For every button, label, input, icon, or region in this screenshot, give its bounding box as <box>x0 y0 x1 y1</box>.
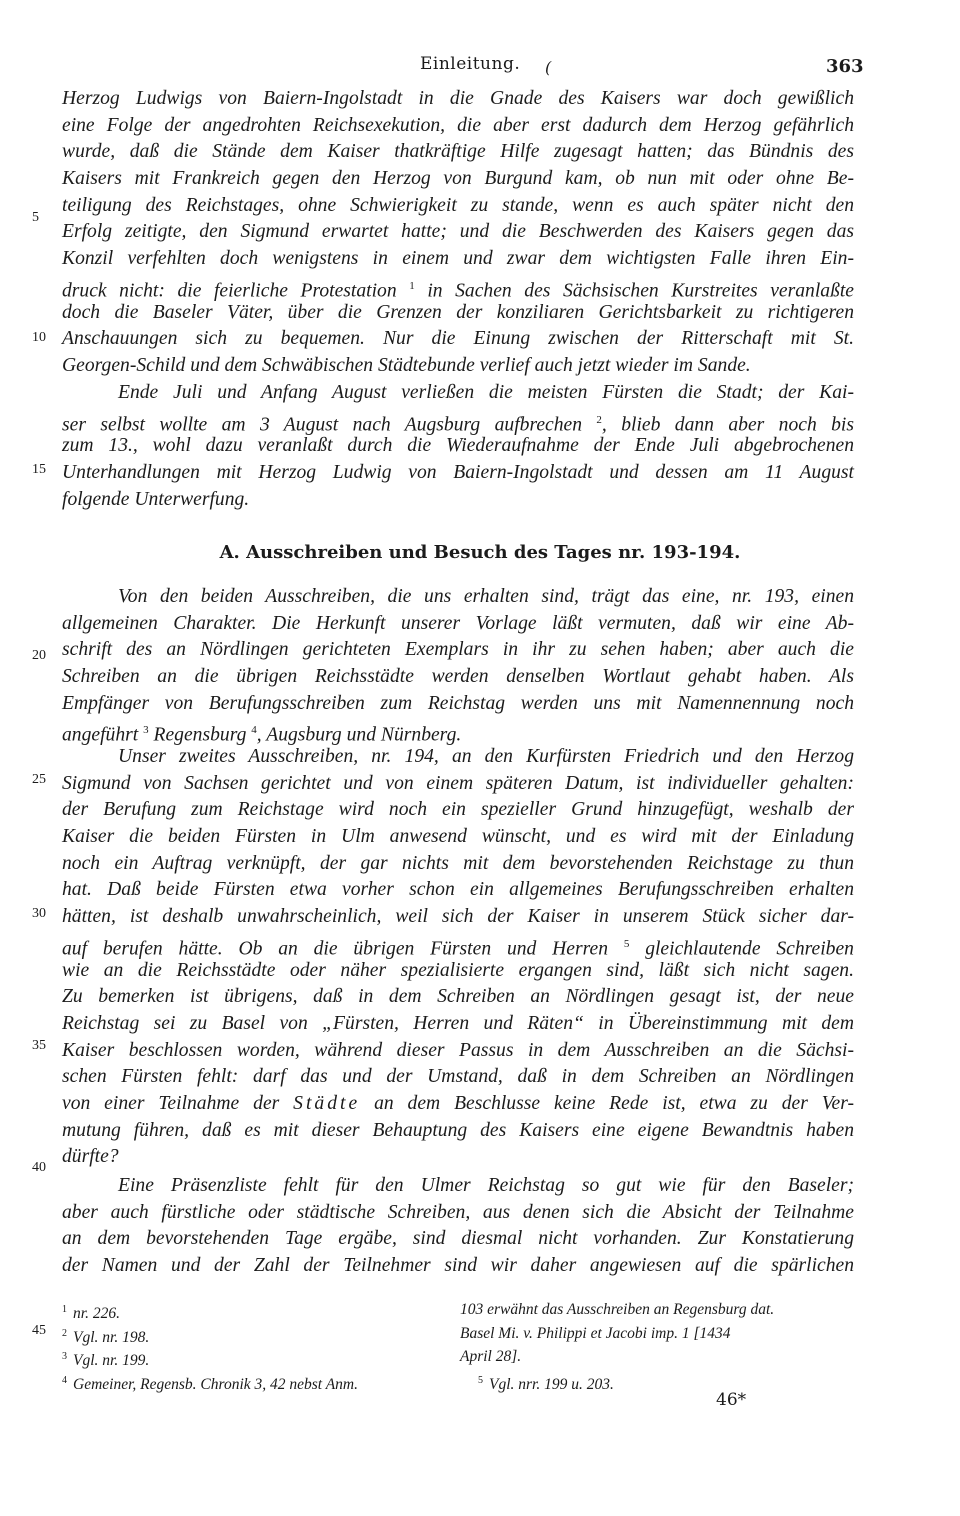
pencil-mark: ( <box>545 58 552 77</box>
line-number: 30 <box>32 906 46 921</box>
text-line: der Berufung zum Reichstage wird noch ein spezieller Grund hinzugefügt, weshalb der <box>62 799 854 821</box>
footnote <box>62 1322 442 1346</box>
footnote-text: Basel Mi. v. Philippi et Jacobi imp. 1 [1434 <box>460 1324 731 1342</box>
footnote <box>460 1369 860 1393</box>
text-line: Unser zweites Ausschreiben, nr. 194, an den Kurfürsten Friedrich und den Herzog <box>118 746 854 767</box>
line-number: 5 <box>32 210 39 225</box>
line-number: 20 <box>32 648 46 663</box>
text-segment: an dem Beschlusse keine Rede ist, etwa zu der Ver- <box>374 1092 854 1114</box>
text-line: Empfänger von Berufungsschreiben zum Reichstag werden uns mit Namennennung noch <box>62 692 854 714</box>
footnote-reference: 1 <box>409 279 415 292</box>
text-line: eine Folge der angedrohten Reichsexekution, die aber erst dadurch dem Herzog gefährlich <box>62 114 854 136</box>
text-segment: gleichlautende Schreiben <box>645 938 854 960</box>
text-line: folgende Unterwerfung. <box>62 488 250 510</box>
text-segment: , Augsburg und Nürnberg. <box>256 724 462 746</box>
text-line: Reichstag sei zu Basel von „Fürsten, Herren und Räten“ in Übereinstimmung mit dem <box>62 1012 854 1034</box>
running-title: Einleitung. <box>420 54 521 74</box>
text-line: Kaiser beschlossen worden, während dieser Passus in dem Ausschreiben an die Sächsi- <box>62 1039 854 1061</box>
text-line: Ende Juli und Anfang August verließen die meisten Fürsten die Stadt; der Kai- <box>118 382 854 403</box>
text-line: der Namen und der Zahl der Teilnehmer sind wir daher angewiesen auf die spärlichen <box>62 1255 854 1277</box>
footnote-mark: 4 <box>62 1374 67 1386</box>
text-line: Georgen-Schild und dem Schwäbischen Städtebunde verlief auch jetzt wieder im Sande. <box>62 354 751 376</box>
footnote <box>460 1322 860 1346</box>
text-segment: druck nicht: die feierliche Protestation <box>62 280 397 302</box>
text-line: zum 13., wohl dazu veranlaßt durch die Wiederaufnahme der Ende Juli abgebrochenen <box>62 435 854 457</box>
text-line: allgemeinen Charakter. Die Herkunft unserer Vorlage läßt vermuten, daß wir eine Ab- <box>62 612 854 634</box>
footnote <box>62 1298 442 1322</box>
text-segment: von einer Teilnahme der <box>62 1092 280 1114</box>
text-segment: angeführt <box>62 724 139 746</box>
footnote-text: nr. 226. <box>73 1305 120 1323</box>
text-line: wie an die Reichsstädte oder näher spezialisierte ergangen sind, läßt sich nicht sagen. <box>62 959 854 981</box>
text-line: Zu bemerken ist übrigens, daß in dem Schreiben an Nördlingen gesagt ist, der neue <box>62 986 854 1008</box>
text-line: wurde, daß die Stände dem Kaiser thatkräftige Hilfe zugesagt hatten; das Bündnis des <box>62 141 854 163</box>
text-line: Kaiser die beiden Fürsten in Ulm anwesend wünscht, und es wird mit der Einladung <box>62 826 854 848</box>
text-line <box>62 407 854 434</box>
footnote-text: Gemeiner, Regensb. Chronik 3, 42 nebst Anm. <box>73 1375 358 1393</box>
footnotes-left <box>62 1298 442 1392</box>
paragraph-3 <box>62 584 854 744</box>
text-line: hätten, ist deshalb unwahrscheinlich, weil sich der Kaiser in unserem Stück sicher dar- <box>62 906 854 928</box>
paragraph-5 <box>62 1173 854 1280</box>
paragraph-2 <box>62 380 854 513</box>
footnote-mark: 5 <box>478 1374 483 1386</box>
line-number: 35 <box>32 1038 46 1053</box>
text-line: Kaisers mit Frankreich gegen den Herzog von Burgund kam, ob nun mit oder ohne Be- <box>62 168 854 190</box>
text-segment: , blieb dann aber noch bis <box>601 414 854 436</box>
text-line: dürfte? <box>62 1146 119 1168</box>
section-heading: A. Ausschreiben und Besuch des Tages nr. 193-194. <box>219 542 741 563</box>
footnote-reference: 5 <box>623 937 630 950</box>
text-line: Unterhandlungen mit Herzog Ludwig von Baiern-Ingolstadt und dessen am 11 August <box>62 462 854 484</box>
footnote-reference: 4 <box>251 724 257 737</box>
text-line: hat. Daß beide Fürsten etwa vorher schon ein allgemeines Berufungsschreiben erhalten <box>62 879 854 901</box>
text-line: Herzog Ludwigs von Baiern-Ingolstadt in die Gnade des Kaisers war doch gewißlich <box>62 88 854 109</box>
footnote <box>460 1345 860 1369</box>
text-segment: ser selbst wollte am 3 August nach Augsburg aufbrechen <box>62 414 583 436</box>
text-line: Konzil verfehlten doch wenigstens in einem und zwar dem wichtigsten Falle ihren Ein- <box>62 248 854 270</box>
footnote-text: 103 erwähnt das Ausschreiben an Regensburg dat. <box>460 1301 775 1318</box>
footnote-text: Vgl. nr. 199. <box>73 1352 150 1370</box>
footnote-reference: 2 <box>596 413 602 426</box>
text-line <box>62 717 854 744</box>
text-line: mutung führen, daß es mit dieser Behauptung des Kaisers eine eigene Bewandtnis haben <box>62 1119 854 1141</box>
paragraph-1 <box>62 86 854 380</box>
line-number: 25 <box>32 772 46 787</box>
text-line: schrift des an Nördlingen gerichteten Exemplars in ihr zu sehen haben; aber auch die <box>62 639 854 661</box>
footnote-mark: 3 <box>62 1351 67 1362</box>
signature-mark: 46* <box>716 1390 747 1410</box>
text-line: Anschauungen sich zu bequemen. Nur die Einung zwischen der Ritterschaft mit St. <box>62 328 854 350</box>
text-line: Sigmund von Sachsen gerichtet und von einem späteren Datum, ist individueller gehalten: <box>62 772 854 794</box>
text-line: Von den beiden Ausschreiben, die uns erhalten sind, trägt das eine, nr. 193, einen <box>118 586 854 607</box>
footnote <box>62 1345 442 1369</box>
footnote-reference: 3 <box>143 724 149 737</box>
text-segment: auf berufen hätte. Ob an die übrigen Fürsten und Herren <box>62 938 609 960</box>
footnote-text: Vgl. nr. 198. <box>73 1328 150 1346</box>
text-line: schen Fürsten fehlt: darf das und der Umstand, daß in dem Schreiben an Nördlingen <box>62 1066 854 1088</box>
text-line: Eine Präsenzliste fehlt für den Ulmer Reichstag so gut wie für den Baseler; <box>118 1175 854 1196</box>
footnote-text: April 28]. <box>460 1348 522 1365</box>
footnote <box>460 1298 860 1322</box>
text-line: aber auch fürstliche oder städtische Schreiben, aus denen sich die Absicht der Teilnahme <box>62 1201 854 1223</box>
page-number: 363 <box>826 56 864 77</box>
text-line <box>62 273 854 300</box>
footnote-mark: 1 <box>62 1304 67 1315</box>
text-segment: Regensburg <box>153 724 247 746</box>
line-number: 15 <box>32 462 46 477</box>
line-number: 40 <box>32 1160 46 1175</box>
text-line <box>62 1091 854 1118</box>
footnote-text: Vgl. nrr. 199 u. 203. <box>489 1375 614 1393</box>
text-segment: in Sachen des Sächsischen Kurstreites veranlaßte <box>427 280 855 302</box>
line-number: 45 <box>32 1323 46 1338</box>
footnotes-right <box>460 1298 860 1392</box>
spaced-emphasis: Städte <box>293 1092 361 1114</box>
text-line: Erfolg zeitigte, den Sigmund erwartet hatte; und die Beschwerden des Kaisers gegen das <box>62 221 854 243</box>
text-line: doch die Baseler Väter, über die Grenzen der konziliaren Gerichtsbarkeit zu richtigeren <box>62 301 854 323</box>
footnote-mark: 2 <box>62 1327 67 1339</box>
line-number: 10 <box>32 330 46 345</box>
text-line <box>62 931 854 958</box>
footnote <box>62 1369 442 1393</box>
paragraph-4 <box>62 744 854 1171</box>
text-line: Schreiben an die übrigen Reichsstädte werden denselben Wortlaut gehabt haben. Als <box>62 666 854 688</box>
text-line: an dem bevorstehenden Tage ergäbe, sind diesmal nicht vorhanden. Zur Konstatierung <box>62 1228 854 1250</box>
page-header <box>0 52 960 82</box>
text-line: teiligung des Reichstages, ohne Schwierigkeit zu stande, wenn es auch später nicht den <box>62 194 854 216</box>
text-line: noch ein Auftrag verknüpft, der gar nichts mit dem bevorstehenden Reichstage zu thun <box>62 852 854 874</box>
